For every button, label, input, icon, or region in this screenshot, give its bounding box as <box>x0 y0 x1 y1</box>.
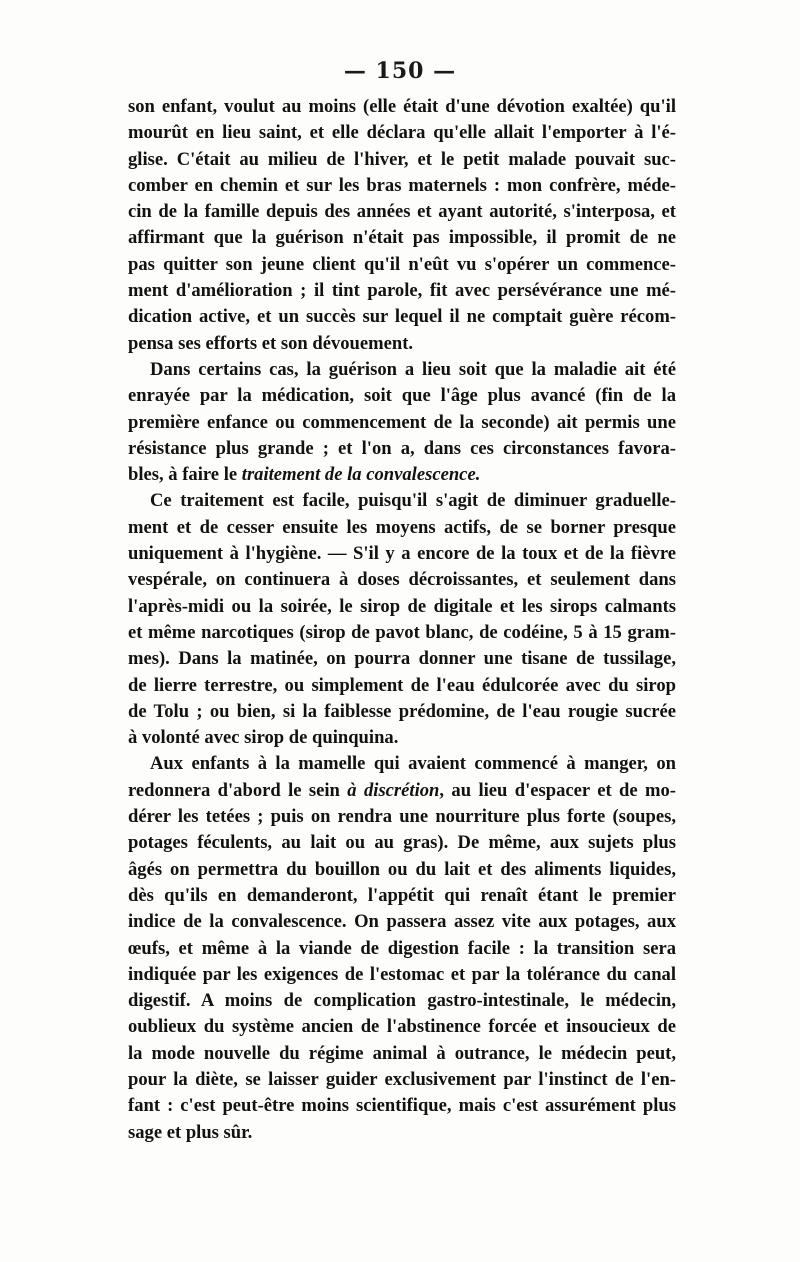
italic-phrase: traitement de la convalescence. <box>241 464 481 486</box>
text-line <box>128 804 676 830</box>
line-text: Aux enfants à la mamelle qui avaient commencé à manger, on <box>150 753 676 775</box>
text-line: Ce traitement est facile, puisqu'il s'agit de diminuer graduelle- <box>150 490 676 512</box>
line-text: œufs, et même à la viande de digestion facile : la transition sera <box>128 937 676 959</box>
text-line <box>128 988 676 1014</box>
text-line: enrayée par la médication, soit que l'âge plus avancé (fin de la <box>128 385 676 407</box>
text-line: glise. C'était au milieu de l'hiver, et le petit malade pouvait suc- <box>128 148 676 170</box>
paragraph <box>128 751 676 1145</box>
text-line <box>128 830 676 856</box>
text-line: de Tolu ; ou bien, si la faiblesse prédomine, de l'eau rougie sucrée <box>128 700 676 722</box>
text-line <box>128 751 676 777</box>
line-text: pour la diète, se laisser guider exclusivement par l'instinct de l'en- <box>128 1068 676 1090</box>
text-line: pas quitter son jeune client qu'il n'eût vu s'opérer un commence- <box>128 253 676 275</box>
paragraph <box>128 488 676 751</box>
text-line: ment et de cesser ensuite les moyens actifs, de se borner presque <box>128 516 676 538</box>
text-line: affirmant que la guérison n'était pas impossible, il promit de ne <box>128 227 676 249</box>
text-line: vespérale, on continuera à doses décroissantes, et seulement dans <box>128 569 676 591</box>
text-line <box>128 962 676 988</box>
text-line: Dans certains cas, la guérison a lieu soit que la maladie ait été <box>150 358 676 380</box>
text-line <box>128 1014 676 1040</box>
text-line <box>128 1067 676 1093</box>
text-line: et même narcotiques (sirop de pavot blanc, de codéine, 5 à 15 gram- <box>128 621 676 643</box>
line-text: bles, à faire le <box>128 464 242 486</box>
text-line: son enfant, voulut au moins (elle était d'une dévotion exaltée) qu'il <box>128 96 676 117</box>
paragraph <box>128 357 676 488</box>
text-line: uniquement à l'hygiène. — S'il y a encore de la toux et de la fièvre <box>128 543 676 565</box>
line-text: oublieux du système ancien de l'abstinence forcée et insoucieux de <box>128 1016 676 1038</box>
line-text: dérer les tetées ; puis on rendra une nourriture plus forte (soupes, <box>128 806 676 828</box>
text-line: à volonté avec sirop de quinquina. <box>128 727 399 749</box>
text-line <box>128 883 676 909</box>
text-line: cin de la famille depuis des années et ayant autorité, s'interposa, et <box>128 201 676 223</box>
line-text: sage et plus sûr. <box>128 1121 253 1143</box>
line-text: redonnera d'abord le sein <box>128 779 348 801</box>
line-text: âgés on permettra du bouillon ou du lait et des aliments liquides, <box>128 858 676 880</box>
text-line: mes). Dans la matinée, on pourra donner une tisane de tussilage, <box>128 648 676 670</box>
text-line: première enfance ou commencement de la seconde) ait permis une <box>128 411 676 433</box>
text-line <box>128 1120 676 1146</box>
text-line: pensa ses efforts et son dévouement. <box>128 332 414 354</box>
line-text: la mode nouvelle du régime animal à outrance, le médecin peut, <box>128 1042 676 1064</box>
paragraph <box>128 94 676 357</box>
text-line: résistance plus grande ; et l'on a, dans ces circonstances favora- <box>128 437 676 459</box>
text-line <box>128 1093 676 1119</box>
text-line <box>128 909 676 935</box>
page-number: — 150 — <box>343 58 457 84</box>
line-text: indiquée par les exigences de l'estomac et par la tolérance du canal <box>128 963 676 985</box>
text-line <box>128 857 676 883</box>
text-line: ment d'amélioration ; il tint parole, fit avec persévérance une mé- <box>128 280 676 302</box>
line-text: dès qu'ils en demanderont, l'appétit qui renaît étant le premier <box>128 884 676 906</box>
body-text <box>128 94 676 1146</box>
text-line <box>128 462 676 488</box>
text-line: l'après-midi ou la soirée, le sirop de digitale et les sirops calmants <box>128 595 676 617</box>
text-line: de lierre terrestre, ou simplement de l'eau édulcorée avec du sirop <box>128 674 676 696</box>
text-line <box>128 936 676 962</box>
italic-phrase: à discrétion <box>347 779 440 801</box>
text-line: mourût en lieu saint, et elle déclara qu'elle allait l'emporter à l'é- <box>128 122 676 144</box>
line-text: digestif. A moins de complication gastro-intestinale, le médecin, <box>128 990 676 1012</box>
line-text: indice de la convalescence. On passera assez vite aux potages, aux <box>128 911 676 933</box>
text-line: comber en chemin et sur les bras maternels : mon confrère, méde- <box>128 174 676 196</box>
line-text: fant : c'est peut-être moins scientifique, mais c'est assurément plus <box>128 1095 676 1117</box>
text-line <box>128 778 676 804</box>
text-line: dication active, et un succès sur lequel il ne comptait guère récom- <box>128 306 676 328</box>
line-text: potages féculents, au lait ou au gras). De même, aux sujets plus <box>128 832 676 854</box>
line-text: , au lieu d'espacer et de mo- <box>439 779 676 801</box>
text-line <box>128 1041 676 1067</box>
